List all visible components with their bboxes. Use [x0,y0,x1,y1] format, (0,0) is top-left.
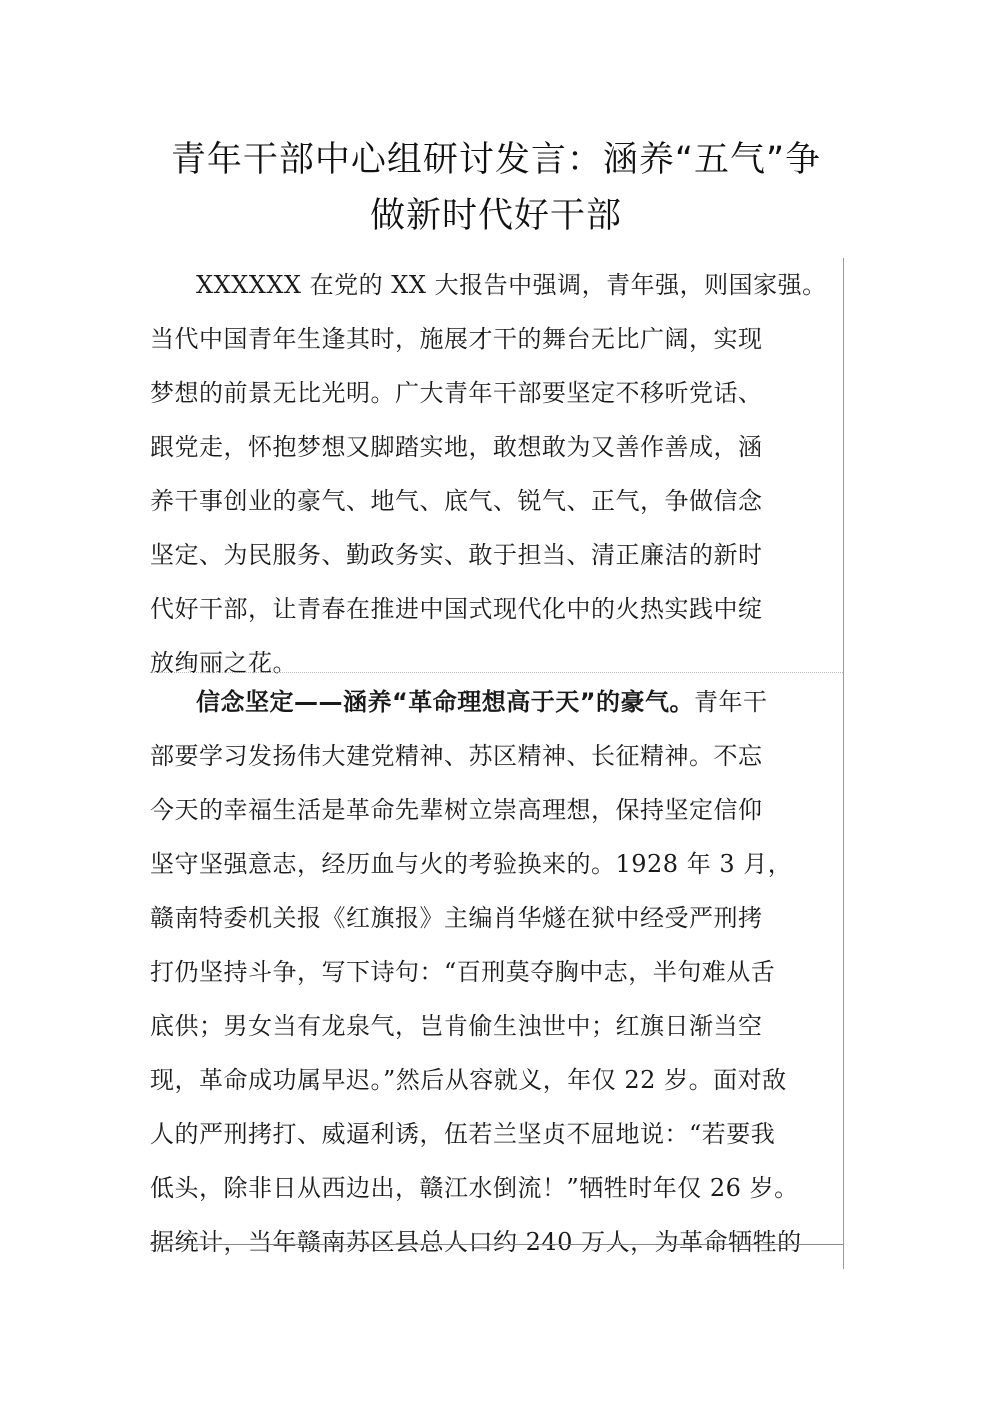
paragraph-2-line: 现，革命成功属早迟。”然后从容就义，年仅 22 岁。面对敌 [150,1066,787,1094]
paragraph-2-first-line [150,675,843,729]
paragraph-2-first-tail: 青年干 [694,688,768,716]
paragraph-1-line: 养干事创业的豪气、地气、底气、锐气、正气，争做信念 [150,487,763,515]
title-line-2: 做新时代好干部 [369,196,622,236]
paragraph-1 [150,258,844,690]
paragraph-1-line: 代好干部，让青春在推进中国式现代化中的火热实践中绽 [150,595,763,623]
paragraph-2 [150,675,844,1269]
paragraph-2-line: 部要学习发扬伟大建党精神、苏区精神、长征精神。不忘 [150,742,763,770]
paragraph-divider [150,672,843,673]
paragraph-2-line: 低头，除非日从西边出，赣江水倒流！”牺牲时年仅 26 岁。 [150,1174,799,1202]
title-line-1: 青年干部中心组研讨发言：涵养“五气”争 [170,140,822,180]
paragraph-2-line: 坚守坚强意志，经历血与火的考验换来的。1928 年 3 月， [150,850,793,878]
paragraph-2-line: 今天的幸福生活是革命先辈树立崇高理想，保持坚定信仰 [150,796,763,824]
bottom-rule [150,1244,843,1245]
paragraph-2-line: 据统计，当年赣南苏区县总人口约 240 万人，为革命牺牲的 [150,1228,802,1256]
paragraph-2-line: 底供；男女当有龙泉气，岂肯偷生浊世中；红旗日渐当空 [150,1012,763,1040]
document-title [110,132,882,244]
paragraph-1-line: 跟党走，怀抱梦想又脚踏实地，敢想敢为又善作善成，涵 [150,433,763,461]
paragraph-1-line: 坚定、为民服务、勤政务实、敢于担当、清正廉洁的新时 [150,541,763,569]
paragraph-1-line: 梦想的前景无比光明。广大青年干部要坚定不移听党话、 [150,379,763,407]
paragraph-1-line: 放绚丽之花。 [150,649,297,677]
paragraph-2-heading: 信念坚定——涵养“革命理想高于天”的豪气。 [196,688,695,716]
paragraph-2-line: 赣南特委机关报《红旗报》主编肖华燧在狱中经受严刑拷 [150,904,763,932]
paragraph-2-line: 打仍坚持斗争，写下诗句：“百刑莫夺胸中志，半句难从舌 [150,958,776,986]
paragraph-1-line: XXXXXX 在党的 XX 大报告中强调，青年强，则国家强。 [196,271,827,299]
paragraph-2-line: 人的严刑拷打、威逼利诱，伍若兰坚贞不屈地说：“若要我 [150,1120,776,1148]
paragraph-1-line: 当代中国青年生逢其时，施展才干的舞台无比广阔，实现 [150,325,763,353]
